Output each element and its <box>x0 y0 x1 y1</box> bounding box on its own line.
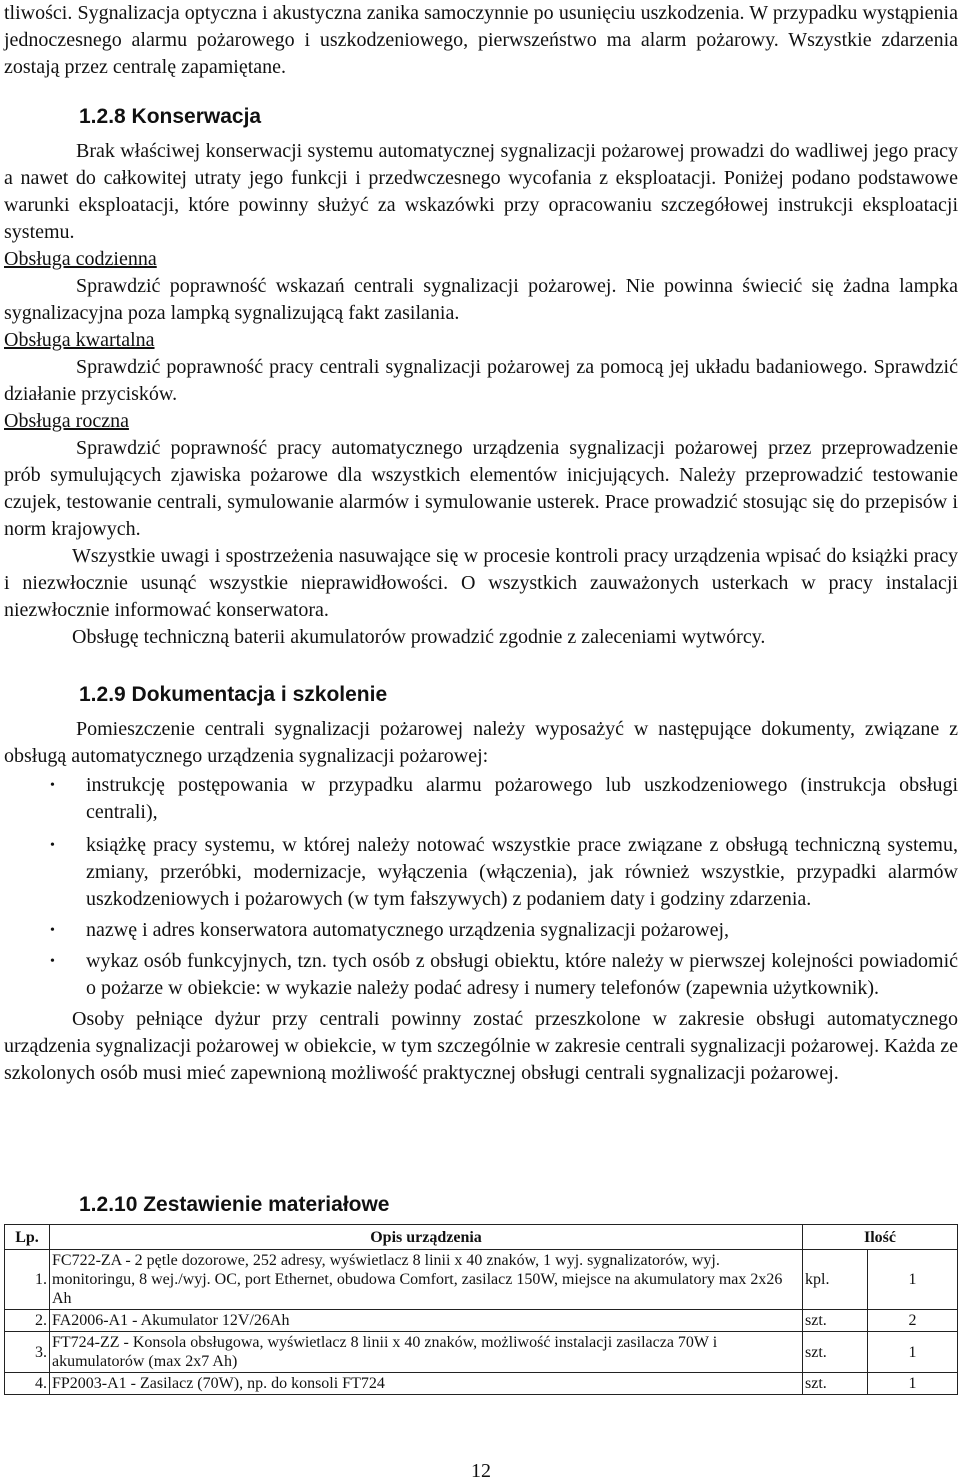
cell-quantity: 2 <box>868 1310 958 1332</box>
intro-block <box>4 0 958 81</box>
cell-quantity: 1 <box>868 1332 958 1373</box>
cell-unit: szt. <box>803 1373 868 1395</box>
section-title-konserwacja: 1.2.8 Konserwacja <box>79 105 262 128</box>
quarterly-heading-text: Obsługa kwartalna <box>4 329 155 351</box>
list-item-text: książkę pracy systemu, w której należy notować wszystkie prace związane z obsługą techniczną systemu, zmiany, przeróbki, modernizacje, wyłączenia (włączenia), jak również wszystkie, przypadki alarmów uszkodzeniowych i pożarowych (w tym fałszywych) z podaniem daty i godziny zdarzenia. <box>86 834 958 910</box>
cell-unit: kpl. <box>803 1250 868 1310</box>
cell-description: FA2006-A1 - Akumulator 12V/26Ah <box>50 1310 803 1332</box>
quarterly-maintenance-heading <box>4 327 958 354</box>
cell-lp: 3. <box>5 1332 50 1373</box>
battery-paragraph: Obsługę techniczną baterii akumulatorów prowadzić zgodnie z zaleceniami wytwórcy. <box>72 626 766 648</box>
cell-description: FT724-ZZ - Konsola obsługowa, wyświetlacz 8 linii x 40 znaków, możliwość instalacji zasilacza 70W i akumulatorów (max 2x7 Ah) <box>50 1332 803 1373</box>
list-item-text: wykaz osób funkcyjnych, tzn. tych osób z obsługi obiektu, które należy w pierwszej kolejności powiadomić o pożarze w obiekcie: w wykazie należy podać adresy i numery telefonów (zapewnia użytkownik). <box>86 950 958 999</box>
list-item <box>4 917 958 944</box>
header-lp: Lp. <box>5 1225 50 1250</box>
dokumentacja-block <box>4 716 958 1087</box>
daily-maintenance-heading <box>4 246 958 273</box>
list-item <box>4 772 958 826</box>
table-row <box>5 1373 958 1395</box>
quarterly-maintenance-text: Sprawdzić poprawność pracy centrali sygnalizacji pożarowej za pomocą jej układu badaniowego. Sprawdzić działanie przycisków. <box>4 356 958 405</box>
header-description: Opis urządzenia <box>50 1225 803 1250</box>
cell-description: FC722-ZA - 2 pętle dozorowe, 252 adresy, wyświetlacz 8 linii x 40 znaków, 1 wyj. sygnalizatorów, wyj. monitoringu, 8 wej./wyj. OC, port Ethernet, obudowa Comfort, zasilacz 150W, miejsce na akumulatory max 2x26 Ah <box>50 1250 803 1310</box>
table-row <box>5 1332 958 1373</box>
cell-unit: szt. <box>803 1310 868 1332</box>
intro-paragraph: tliwości. Sygnalizacja optyczna i akustyczna zanika samoczynnie po usunięciu uszkodzenia. W przypadku wystąpienia jednoczesnego alarmu pożarowego i uszkodzeniowego, pierwszeństwo ma alarm pożarowy. Wszystkie zdarzenia zostają przez centralę zapamiętane. <box>4 2 958 78</box>
table-row <box>5 1250 958 1310</box>
list-item-text: nazwę i adres konserwatora automatycznego urządzenia sygnalizacji pożarowej, <box>86 919 730 941</box>
cell-description: FP2003-A1 - Zasilacz (70W), np. do konsoli FT724 <box>50 1373 803 1395</box>
cell-unit: szt. <box>803 1332 868 1373</box>
training-paragraph: Osoby pełniące dyżur przy centrali powinny zostać przeszkolone w zakresie obsługi automatycznego urządzenia sygnalizacji pożarowej w obiekcie, w tym szczególnie w zakresie centrali sygnalizacji pożarowej. Każda ze szkolonych osób musi mieć zapewnioną możliwość praktycznej obsługi centrali sygnalizacji pożarowej. <box>4 1008 958 1084</box>
bullet-icon: • <box>50 838 55 853</box>
documents-list <box>4 772 958 1002</box>
yearly-heading-text: Obsługa roczna <box>4 410 129 432</box>
header-quantity: Ilość <box>803 1225 958 1250</box>
daily-maintenance-text: Sprawdzić poprawność wskazań centrali sygnalizacji pożarowej. Nie powinna świecić się żadna lampka sygnalizacyjna poza lampką sygnalizującą fakt zasilania. <box>4 275 958 324</box>
bullet-icon: • <box>50 923 55 938</box>
list-item <box>4 948 958 1002</box>
cell-lp: 4. <box>5 1373 50 1395</box>
cell-lp: 1. <box>5 1250 50 1310</box>
yearly-maintenance-text: Sprawdzić poprawność pracy automatycznego urządzenia sygnalizacji pożarowej przez przeprowadzenie prób symulujących zjawiska pożarowe dla wszystkich elementów inicjujących. Należy przeprowadzić testowanie czujek, testowanie centrali, symulowanie alarmów i symulowanie usterek. Prace prowadzić stosując się do przepisów i norm krajowych. <box>4 437 958 540</box>
list-item <box>4 832 958 913</box>
table-row <box>5 1310 958 1332</box>
table-header-row <box>5 1225 958 1250</box>
bullet-icon: • <box>50 954 55 969</box>
section-title-zestawienie: 1.2.10 Zestawienie materiałowe <box>79 1193 390 1216</box>
page-number: 12 <box>471 1460 491 1482</box>
bullet-icon: • <box>50 778 55 793</box>
materials-table <box>4 1224 958 1395</box>
konserwacja-paragraph: Brak właściwej konserwacji systemu automatycznej sygnalizacji pożarowej prowadzi do wadliwej jego pracy a nawet do całkowitej utraty jego funkcji i przedwczesnego wycofania z eksploatacji. Poniżej podano podstawowe warunki eksploatacji, które powinny służyć za wskazówki przy opracowaniu szczegółowej instrukcji eksploatacji systemu. <box>4 140 958 243</box>
yearly-maintenance-heading <box>4 408 958 435</box>
cell-lp: 2. <box>5 1310 50 1332</box>
remarks-paragraph: Wszystkie uwagi i spostrzeżenia nasuwające się w procesie kontroli pracy urządzenia wpisać do książki pracy i niezwłocznie usunąć wszystkie nieprawidłowości. O wszystkich zauważonych usterkach w pracy instalacji niezwłocznie informować konserwatora. <box>4 545 958 621</box>
section-title-dokumentacja: 1.2.9 Dokumentacja i szkolenie <box>79 683 388 706</box>
konserwacja-block <box>4 138 958 651</box>
daily-heading-text: Obsługa codzienna <box>4 248 157 270</box>
list-item-text: instrukcję postępowania w przypadku alarmu pożarowego lub uszkodzeniowego (instrukcja obsługi centrali), <box>86 774 958 823</box>
cell-quantity: 1 <box>868 1373 958 1395</box>
cell-quantity: 1 <box>868 1250 958 1310</box>
document-page <box>4 0 958 1482</box>
dokumentacja-intro: Pomieszczenie centrali sygnalizacji pożarowej należy wyposażyć w następujące dokumenty, związane z obsługą automatycznego urządzenia sygnalizacji pożarowej: <box>4 718 958 767</box>
